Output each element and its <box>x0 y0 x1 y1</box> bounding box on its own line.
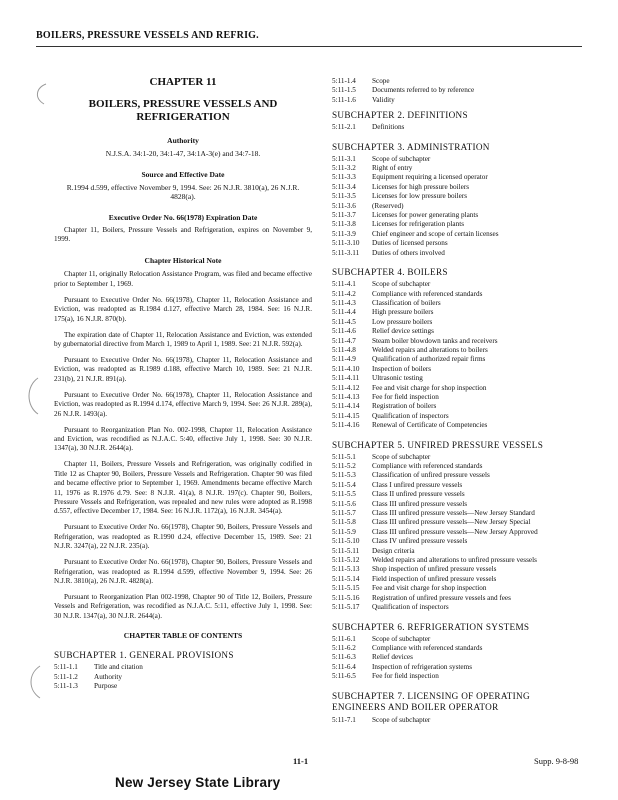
section-number: 5:11-4.4 <box>332 308 356 317</box>
punch-hole-mark <box>24 664 44 700</box>
section-title: Equipment requiring a licensed operator <box>372 173 488 182</box>
toc-entry <box>332 518 584 527</box>
section-number: 5:11-6.3 <box>332 653 356 662</box>
toc-right-lead <box>332 77 584 105</box>
section-number: 5:11-1.3 <box>54 682 78 691</box>
toc-entry <box>332 327 584 336</box>
section-number: 5:11-5.2 <box>332 462 356 470</box>
history-paragraph: Chapter 11, originally Relocation Assistance Program, was filed and became effective prior to September 1, 1969. <box>54 270 312 288</box>
eo-text: Chapter 11, Boilers, Pressure Vessels and Refrigeration, expires on November 9, 1999. <box>54 225 312 243</box>
section-number: 5:11-5.4 <box>332 480 356 489</box>
left-column <box>54 76 312 691</box>
toc-entry <box>332 481 584 490</box>
section-title: Renewal of Certificate of Competencies <box>372 421 488 430</box>
section-title: Fee and visit charge for shop inspection <box>372 584 487 593</box>
toc-entry <box>54 663 312 672</box>
section-number: 5:11-6.2 <box>332 643 356 652</box>
section-number: 5:11-5.11 <box>332 546 360 555</box>
section-number: 5:11-5.14 <box>332 574 360 583</box>
section-number: 5:11-4.1 <box>332 280 356 289</box>
toc-entry <box>332 528 584 537</box>
toc-entry <box>332 644 584 653</box>
section-title: Class III unfired pressure vessels—New Jersey Special <box>372 518 531 527</box>
section-title: Definitions <box>372 123 405 132</box>
running-header: BOILERS, PRESSURE VESSELS AND REFRIG. <box>36 30 259 41</box>
section-number: 5:11-3.2 <box>332 164 356 173</box>
section-number: 5:11-5.17 <box>332 603 360 612</box>
history-paragraph: Pursuant to Reorganization Plan 002-1998, Chapter 90 of Title 12, Boilers, Pressure Vessels and Refrigeration, was recodified as N.J.A.C. 5:11, effective July 1, 1998. See: 30 N.J.R. 1347(a), 30 N.J.R. 2644(a). <box>54 593 312 620</box>
section-number: 5:11-5.6 <box>332 499 356 508</box>
header-rule <box>36 46 582 47</box>
toc-entry <box>332 239 584 248</box>
section-title: Field inspection of unfired pressure vessels <box>372 574 497 583</box>
section-number: 5:11-2.1 <box>332 123 356 132</box>
history-paragraph: Pursuant to Executive Order No. 66(1978), Chapter 90, Boilers, Pressure Vessels and Refrigeration, was readopted as R.1990 d.24, effective December 15, 1989. See: 21 N.J.R. 3247(a), 22 N.J.R. 235(a). <box>54 523 312 551</box>
section-title: Registration of boilers <box>372 402 437 411</box>
section-number: 5:11-4.10 <box>332 364 360 373</box>
section-number: 5:11-1.5 <box>332 86 356 95</box>
section-number: 5:11-3.5 <box>332 192 356 201</box>
section-title: Class IV unfired pressure vessels <box>372 537 468 546</box>
toc-entry <box>332 77 584 86</box>
toc-right <box>332 110 584 725</box>
section-title: Purpose <box>94 682 118 691</box>
section-number: 5:11-4.6 <box>332 327 356 336</box>
toc-entry <box>332 672 584 681</box>
section-number: 5:11-4.12 <box>332 383 360 392</box>
section-number: 5:11-5.5 <box>332 490 356 499</box>
section-number: 5:11-6.5 <box>332 672 356 681</box>
history-paragraph: Pursuant to Reorganization Plan No. 002-1998, Chapter 11, Relocation Assistance and Eviction, was recodified as N.J.A.C. 5:40, effective July 1, 1998. See: 30 N.J.R. 1347(a), 30 N.J.R. 2644(a). <box>54 425 312 453</box>
history-paragraph: Pursuant to Executive Order No. 66(1978), Chapter 90, Boilers, Pressure Vessels and Refrigeration, was readopted as R.1994 d.599, effective November 9, 1994. See: 26 N.J.R. 3810(a), 26 N.J.R. 4828(a). <box>54 558 312 586</box>
section-number: 5:11-7.1 <box>332 715 356 724</box>
history-heading: Chapter Historical Note <box>144 256 222 266</box>
section-title: Fee for field inspection <box>372 392 439 401</box>
section-title: Low pressure boilers <box>372 317 433 326</box>
section-title: Class II unfired pressure vessels <box>372 490 465 499</box>
section-number: 5:11-4.3 <box>332 298 356 307</box>
section-number: 5:11-6.1 <box>332 634 356 643</box>
section-title: Inspection of refrigeration systems <box>372 662 472 671</box>
toc-entry <box>332 355 584 364</box>
section-title: Classification of boilers <box>372 298 441 307</box>
section-title: Documents referred to by reference <box>372 86 475 95</box>
toc-entry <box>332 556 584 565</box>
subchapter-heading: SUBCHAPTER 4. BOILERS <box>332 267 448 278</box>
authority-text: N.J.S.A. 34:1-20, 34:1-47, 34:1A-3(e) and 34:7-18. <box>105 149 261 158</box>
subchapter-heading: SUBCHAPTER 5. UNFIRED PRESSURE VESSELS <box>332 439 544 450</box>
toc-entry <box>332 173 584 182</box>
supplement-date: Supp. 9-8-98 <box>534 756 579 766</box>
section-title: Registration of unfired pressure vessels and fees <box>372 593 511 602</box>
section-title: Authority <box>94 672 122 681</box>
section-title: Right of entry <box>372 164 413 173</box>
section-title: Fee and visit charge for shop inspection <box>372 383 487 392</box>
subchapter-sections <box>332 635 584 682</box>
section-number: 5:11-4.15 <box>332 411 360 420</box>
toc-entry <box>332 412 584 421</box>
toc-entry <box>332 220 584 229</box>
section-number: 5:11-5.1 <box>332 452 356 461</box>
toc-entry <box>332 164 584 173</box>
section-number: 5:11-5.8 <box>332 518 356 527</box>
toc-entry <box>332 299 584 308</box>
punch-hole-mark <box>22 376 42 416</box>
toc-entry <box>332 249 584 258</box>
toc-entry <box>332 402 584 411</box>
section-title: Duties of licensed persons <box>372 239 448 248</box>
toc-entry <box>54 682 312 691</box>
toc-entry <box>332 509 584 518</box>
toc-entry <box>332 86 584 95</box>
toc-entry <box>332 565 584 574</box>
subchapter-heading: SUBCHAPTER 7. LICENSING OF OPERATING ENGINEERS AND BOILER OPERATOR <box>332 690 530 712</box>
toc-entry <box>332 471 584 480</box>
toc-entry <box>332 453 584 462</box>
history-paragraph: The expiration date of Chapter 11, Relocation Assistance and Eviction, was extended by gubernatorial directive from March 1, 1989 to April 1, 1989. See: 21 N.J.R. 592(a). <box>54 330 312 348</box>
section-number: 5:11-3.1 <box>332 154 356 163</box>
section-number: 5:11-3.7 <box>332 211 356 220</box>
history-paragraph: Pursuant to Executive Order No. 66(1978), Chapter 11, Relocation Assistance and Eviction, was readopted as R.1994 d.174, effective March 9, 1994. See: 26 N.J.R. 289(a), 26 N.J.R. 1493(a). <box>54 390 312 418</box>
toc-heading: CHAPTER TABLE OF CONTENTS <box>123 631 243 641</box>
toc-entry <box>332 547 584 556</box>
toc-entry <box>332 337 584 346</box>
section-title: Qualification of authorized repair firms <box>372 355 486 364</box>
section-title: Compliance with referenced standards <box>372 643 483 652</box>
toc-entry <box>332 490 584 499</box>
punch-hole-mark <box>30 82 50 106</box>
section-title: Class III unfired pressure vessels—New Jersey Approved <box>372 527 538 536</box>
section-number: 5:11-5.16 <box>332 593 360 602</box>
section-title: Licenses for refrigeration plants <box>372 220 465 229</box>
section-number: 5:11-5.3 <box>332 471 356 480</box>
section-number: 5:11-1.6 <box>332 95 356 104</box>
history-paragraph: Pursuant to Executive Order No. 66(1978), Chapter 11, Relocation Assistance and Eviction, was readopted as R.1989 d.188, effective March 10, 1989. See: 21 N.J.R. 231(b), 21 N.J.R. 891(a). <box>54 355 312 383</box>
subchapter-heading: SUBCHAPTER 6. REFRIGERATION SYSTEMS <box>332 621 530 632</box>
section-title: Licenses for high pressure boilers <box>372 182 470 191</box>
toc-left <box>54 650 312 691</box>
page-number: 11-1 <box>293 756 309 766</box>
subchapter-sections <box>332 280 584 431</box>
section-number: 5:11-4.8 <box>332 345 356 354</box>
section-number: 5:11-4.2 <box>332 289 356 298</box>
subchapter-heading: SUBCHAPTER 1. GENERAL PROVISIONS <box>54 650 234 661</box>
toc-entry <box>332 318 584 327</box>
section-number: 5:11-3.10 <box>332 239 360 248</box>
subchapter-sections <box>332 123 584 132</box>
toc-entry <box>332 575 584 584</box>
section-number: 5:11-1.1 <box>54 663 78 672</box>
section-number: 5:11-5.7 <box>332 509 356 518</box>
section-title: Classification of unfired pressure vessels <box>372 471 490 480</box>
toc-entry <box>332 716 584 725</box>
toc-entry <box>332 594 584 603</box>
section-number: 5:11-3.6 <box>332 201 356 210</box>
section-number: 5:11-5.10 <box>332 537 360 546</box>
toc-entry <box>332 230 584 239</box>
toc-entry <box>332 346 584 355</box>
chapter-title: BOILERS, PRESSURE VESSELS AND REFRIGERATION <box>88 98 278 123</box>
toc-entry <box>332 123 584 132</box>
section-number: 5:11-4.7 <box>332 336 356 345</box>
toc-entry <box>332 308 584 317</box>
toc-entry <box>332 603 584 612</box>
section-title: Class III unfired pressure vessels—New Jersey Standard <box>372 509 535 518</box>
section-number: 5:11-4.13 <box>332 392 360 401</box>
right-column <box>332 77 584 725</box>
section-title: Design criteria <box>372 546 415 555</box>
section-number: 5:11-5.9 <box>332 527 356 536</box>
section-title: Scope of subchapter <box>372 452 431 461</box>
toc-entry <box>54 673 312 682</box>
subchapter-sections <box>332 716 584 725</box>
toc-entry <box>332 290 584 299</box>
toc-entry <box>332 462 584 471</box>
toc-entry <box>332 393 584 402</box>
library-stamp: New Jersey State Library <box>115 775 281 790</box>
subchapter-heading: SUBCHAPTER 2. DEFINITIONS <box>332 110 468 121</box>
section-number: 5:11-4.14 <box>332 402 360 411</box>
toc-entry <box>332 365 584 374</box>
section-title: Scope <box>372 77 390 85</box>
section-number: 5:11-3.3 <box>332 173 356 182</box>
section-title: Scope of subchapter <box>372 634 431 643</box>
section-number: 5:11-1.2 <box>54 672 78 681</box>
section-number: 5:11-3.8 <box>332 220 356 229</box>
section-title: Scope of subchapter <box>372 154 431 163</box>
section-title: (Reserved) <box>372 201 404 210</box>
section-title: Qualification of inspectors <box>372 603 449 612</box>
section-title: Inspection of boilers <box>372 364 432 373</box>
toc-entry <box>332 280 584 289</box>
section-title: Steam boiler blowdown tanks and receivers <box>372 336 498 345</box>
section-title: Class I unfired pressure vessels <box>372 480 463 489</box>
toc-entry <box>332 96 584 105</box>
section-title: Relief devices <box>372 653 413 662</box>
source-text: R.1994 d.599, effective November 9, 1994. See: 26 N.J.R. 3810(a), 26 N.J.R. 4828(a). <box>66 182 300 201</box>
section-title: Duties of others involved <box>372 248 445 257</box>
section-title: Class III unfired pressure vessels <box>372 499 468 508</box>
section-title: Scope of subchapter <box>372 715 431 724</box>
toc-entry <box>332 537 584 546</box>
history-paragraphs <box>54 270 312 621</box>
section-number: 5:11-4.5 <box>332 317 356 326</box>
eo-heading: Executive Order No. 66(1978) Expiration Date <box>108 212 258 222</box>
section-title: Licenses for power generating plants <box>372 211 479 220</box>
toc-entry <box>332 500 584 509</box>
toc-entry <box>332 653 584 662</box>
source-heading: Source and Effective Date <box>141 169 225 179</box>
section-title: Ultrasonic testing <box>372 374 423 383</box>
section-title: Welded repairs and alterations to boilers <box>372 345 488 354</box>
section-title: Chief engineer and scope of certain licenses <box>372 229 499 238</box>
toc-entry <box>332 192 584 201</box>
history-paragraph: Pursuant to Executive Order No. 66(1978), Chapter 11, Relocation Assistance and Eviction, was readopted as R.1984 d.127, effective March 28, 1984. See: 16 N.J.R. 175(a), 16 N.J.R. 870(b). <box>54 295 312 323</box>
section-number: 5:11-4.9 <box>332 355 356 364</box>
section-title: Fee for field inspection <box>372 672 439 681</box>
toc-entry <box>332 584 584 593</box>
section-number: 5:11-6.4 <box>332 662 356 671</box>
toc-entry <box>332 155 584 164</box>
history-paragraph: Chapter 11, Boilers, Pressure Vessels and Refrigeration, was originally codified in Title 12 as Chapter 90, Boilers, Pressure Vessels and Refrigeration. Chapter 90 was filed and became effective prior to September 1, 1969. Amendments became effective March 11, 1976 as R.1976 d.79. See: 8 N.J.R. 41(a), 8 N.J.R. 197(c). Chapter 90, Boilers, Pressure Vessels and Refrigeration, was repealed and new rules were adopted as R.1998 d.557, effective December 17, 1984. See: 16 N.J.R. 1172(a), 16 N.J.R. 3454(a). <box>54 460 312 516</box>
section-number: 5:11-5.12 <box>332 556 360 565</box>
section-title: Licenses for low pressure boilers <box>372 192 468 201</box>
section-title: Relief device settings <box>372 327 434 336</box>
subchapter-heading: SUBCHAPTER 3. ADMINISTRATION <box>332 141 490 152</box>
toc-entry <box>332 421 584 430</box>
section-number: 5:11-5.15 <box>332 584 360 593</box>
toc-entry <box>332 663 584 672</box>
toc-entry <box>332 183 584 192</box>
section-number: 5:11-4.16 <box>332 421 360 430</box>
section-number: 5:11-1.4 <box>332 77 356 85</box>
authority-heading: Authority <box>167 136 199 145</box>
toc-entry <box>332 374 584 383</box>
section-number: 5:11-3.11 <box>332 248 360 257</box>
section-title: Qualification of inspectors <box>372 411 449 420</box>
section-number: 5:11-5.13 <box>332 565 360 574</box>
subchapter-sections <box>332 155 584 258</box>
section-title: Validity <box>372 95 395 104</box>
toc-entry <box>332 635 584 644</box>
section-number: 5:11-3.9 <box>332 229 356 238</box>
subchapter-sections <box>54 663 312 691</box>
toc-entry <box>332 211 584 220</box>
chapter-label: CHAPTER 11 <box>149 76 217 88</box>
toc-entry <box>332 202 584 211</box>
toc-entry <box>332 384 584 393</box>
section-title: High pressure boilers <box>372 308 434 317</box>
subchapter-sections <box>332 453 584 613</box>
section-title: Title and citation <box>94 663 143 672</box>
section-title: Compliance with referenced standards <box>372 289 483 298</box>
section-title: Scope of subchapter <box>372 280 431 289</box>
section-title: Shop inspection of unfired pressure vessels <box>372 565 497 574</box>
section-number: 5:11-3.4 <box>332 182 356 191</box>
section-number: 5:11-4.11 <box>332 374 360 383</box>
section-title: Welded repairs and alterations to unfired pressure vessels <box>372 556 537 565</box>
section-title: Compliance with referenced standards <box>372 462 483 470</box>
